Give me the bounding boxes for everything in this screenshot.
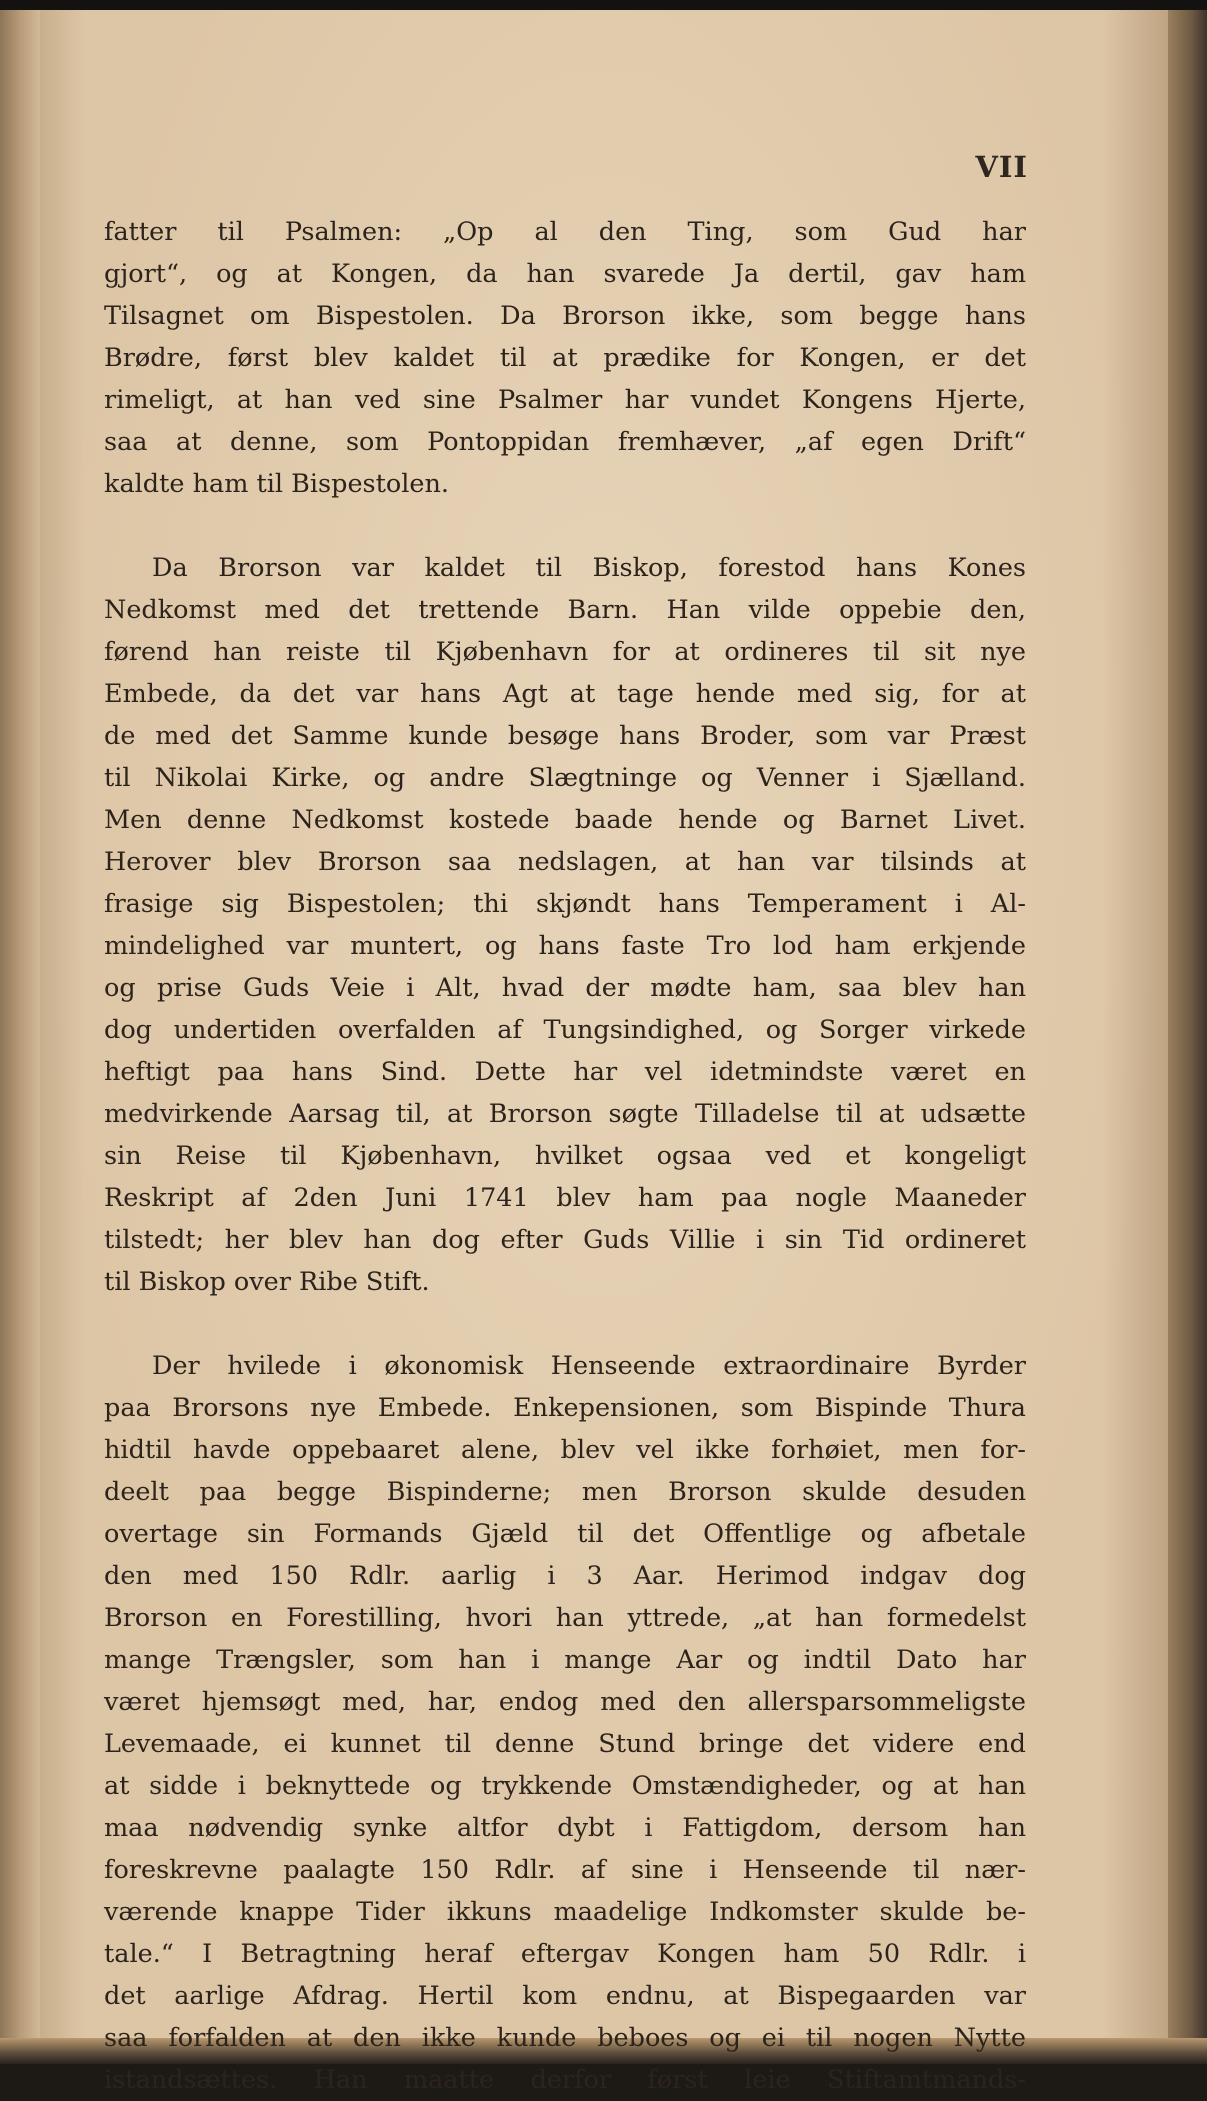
text-line: til Biskop over Ribe Stift. xyxy=(104,1267,430,1297)
text-line: dog undertiden overfalden af Tungsindighed, og Sorger virkede xyxy=(104,1015,1026,1045)
text-line: medvirkende Aarsag til, at Brorson søgte Tilladelse til at udsætte xyxy=(104,1099,1026,1129)
text-line: frasige sig Bispestolen; thi skjøndt hans Temperament i Al- xyxy=(104,889,1026,919)
text-line: fatter til Psalmen: „Op al den Ting, som Gud har xyxy=(104,217,1026,247)
text-line: rimeligt, at han ved sine Psalmer har vundet Kongens Hjerte, xyxy=(104,385,1026,415)
text-line: det aarlige Afdrag. Hertil kom endnu, at Bispegaarden var xyxy=(104,1981,1026,2011)
text-line: Reskript af 2den Juni 1741 blev ham paa nogle Maaneder xyxy=(104,1183,1026,1213)
text-line: mindelighed var muntert, og hans faste Tro lod ham erkjende xyxy=(104,931,1026,961)
text-line: Tilsagnet om Bispestolen. Da Brorson ikke, som begge hans xyxy=(104,301,1026,331)
text-line: Brorson en Forestilling, hvori han yttrede, „at han formedelst xyxy=(104,1603,1026,1633)
text-line: Da Brorson var kaldet til Biskop, forestod hans Kones xyxy=(152,553,1026,583)
text-line: Embede, da det var hans Agt at tage hende med sig, for at xyxy=(104,679,1026,709)
text-line: Nedkomst med det trettende Barn. Han vilde oppebie den, xyxy=(104,595,1026,625)
paragraph-gap xyxy=(104,505,1026,547)
text-line: værende knappe Tider ikkuns maadelige Indkomster skulde be- xyxy=(104,1897,1026,1927)
text-line: at sidde i beknyttede og trykkende Omstændigheder, og at han xyxy=(104,1771,1026,1801)
text-line: maa nødvendig synke altfor dybt i Fattigdom, dersom han xyxy=(104,1813,1026,1843)
text-line: saa forfalden at den ikke kunde beboes og ei til nogen Nytte xyxy=(104,2023,1026,2053)
text-line: overtage sin Formands Gjæld til det Offentlige og afbetale xyxy=(104,1519,1026,1549)
page-number: VII xyxy=(975,150,1028,184)
text-line: den med 150 Rdlr. aarlig i 3 Aar. Herimod indgav dog xyxy=(104,1561,1026,1591)
text-line: Herover blev Brorson saa nedslagen, at han var tilsinds at xyxy=(104,847,1026,877)
text-line: førend han reiste til Kjøbenhavn for at ordineres til sit nye xyxy=(104,637,1026,667)
text-line: Men denne Nedkomst kostede baade hende og Barnet Livet. xyxy=(104,805,1026,835)
text-line: gjort“, og at Kongen, da han svarede Ja dertil, gav ham xyxy=(104,259,1026,289)
text-line: mange Trængsler, som han i mange Aar og indtil Dato har xyxy=(104,1645,1026,1675)
text-line: og prise Guds Veie i Alt, hvad der mødte ham, saa blev han xyxy=(104,973,1026,1003)
text-line: Der hvilede i økonomisk Henseende extraordinaire Byrder xyxy=(152,1351,1026,1381)
text-line: istandsættes. Han maatte derfor først leie Stiftamtmands- xyxy=(104,2065,1026,2095)
paragraph-gap xyxy=(104,1303,1026,1345)
text-line: foreskrevne paalagte 150 Rdlr. af sine i Henseende til nær- xyxy=(104,1855,1026,1885)
text-line: til Nikolai Kirke, og andre Slægtninge og Venner i Sjælland. xyxy=(104,763,1026,793)
text-line: Brødre, først blev kaldet til at prædike for Kongen, er det xyxy=(104,343,1026,373)
text-line: de med det Samme kunde besøge hans Broder, som var Præst xyxy=(104,721,1026,751)
text-line: paa Brorsons nye Embede. Enkepensionen, som Bispinde Thura xyxy=(104,1393,1026,1423)
text-line: været hjemsøgt med, har, endog med den allersparsommeligste xyxy=(104,1687,1026,1717)
text-line: sin Reise til Kjøbenhavn, hvilket ogsaa ved et kongeligt xyxy=(104,1141,1026,1171)
body-text xyxy=(104,211,1026,2101)
text-line: kaldte ham til Bispestolen. xyxy=(104,469,450,499)
text-line: Levemaade, ei kunnet til denne Stund bringe det videre end xyxy=(104,1729,1026,1759)
text-line: tilstedt; her blev han dog efter Guds Villie i sin Tid ordineret xyxy=(104,1225,1026,1255)
left-binding-edge xyxy=(0,10,44,2064)
text-line: heftigt paa hans Sind. Dette har vel idetmindste været en xyxy=(104,1057,1026,1087)
text-line: deelt paa begge Bispinderne; men Brorson skulde desuden xyxy=(104,1477,1026,1507)
text-line: saa at denne, som Pontoppidan fremhæver, „af egen Drift“ xyxy=(104,427,1026,457)
right-page-edge xyxy=(1168,10,1207,2064)
text-line: tale.“ I Betragtning heraf eftergav Kongen ham 50 Rdlr. i xyxy=(104,1939,1026,1969)
text-line: hidtil havde oppebaaret alene, blev vel ikke forhøiet, men for- xyxy=(104,1435,1026,1465)
